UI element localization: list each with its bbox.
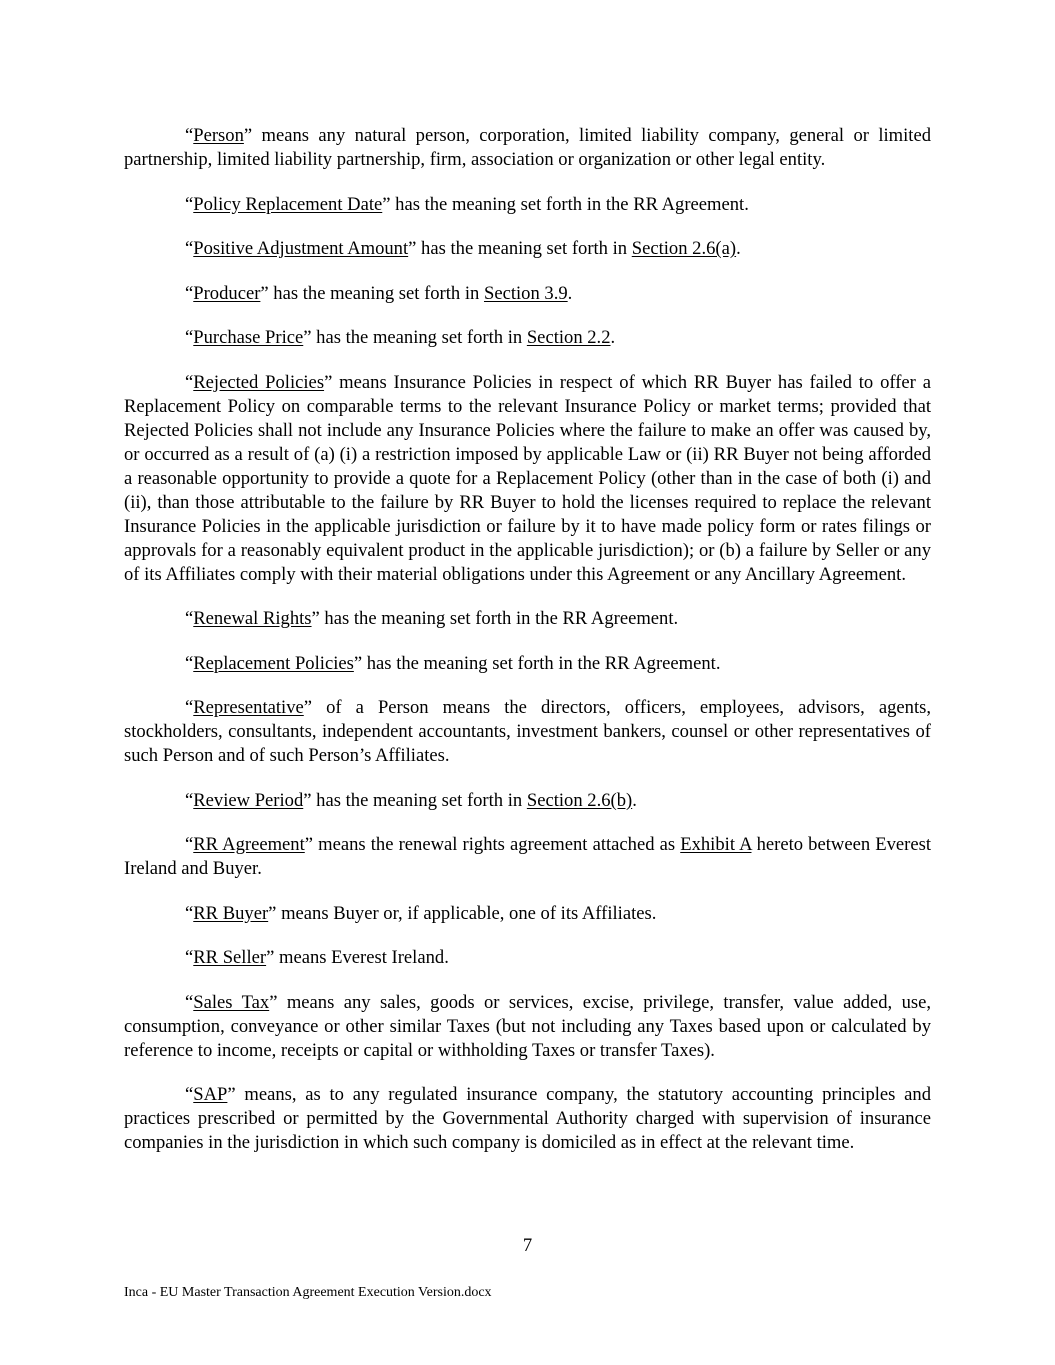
definition-text: ” has the meaning set forth in xyxy=(303,327,527,348)
definition-replacement-policies xyxy=(124,652,931,676)
definition-sap xyxy=(124,1083,931,1155)
definition-text: “ xyxy=(185,125,194,146)
definition-text: ” means the renewal rights agreement attached as xyxy=(304,834,681,855)
defined-term: Replacement Policies xyxy=(193,652,354,674)
definition-text: “ xyxy=(185,193,194,215)
definition-text: hereto between Everest Ireland and Buyer. xyxy=(124,834,931,879)
definition-text: ” has the meaning set forth in the RR Agreement. xyxy=(353,652,721,674)
definition-text: “ xyxy=(185,608,194,629)
definition-text: “ xyxy=(185,902,194,924)
defined-term: Exhibit A xyxy=(680,834,752,855)
definition-text: “ xyxy=(185,1084,194,1105)
definition-text: ” means any sales, goods or services, excise, privilege, transfer, value added, use, consumption, conveyance or other similar Taxes (but not including any Taxes based upon or calculated by reference to income, receipts or capital or withholding Taxes or transfer Taxes). xyxy=(124,991,932,1061)
definition-text: “ xyxy=(185,991,194,1013)
defined-term: Renewal Rights xyxy=(193,608,312,629)
definition-text: ” means Insurance Policies in respect of which RR Buyer has failed to offer a Replacement Policy on comparable terms to the relevant Insurance Policy or market terms; provided that Rejected Policies shall not include any Insurance Policies where the failure to make an offer was caused by, or occurred as a result of (a) (i) a restriction imposed by applicable Law or (ii) RR Buyer not being afforded a reasonable opportunity to provide a quote for a Replacement Policy (other than in the case of both (i) and (ii), than those attributable to the failure by RR Buyer to hold the licenses required to replace the relevant Insurance Policies in the applicable jurisdiction or failure by it to have made policy form or rates filings or approvals for a reasonably equivalent product in the applicable jurisdiction); or (b) a failure by Seller or any of its Affiliates comply with their material obligations under this Agreement or any Ancillary Agreement. xyxy=(124,371,931,585)
defined-term: Section 2.6(a) xyxy=(631,238,737,259)
definition-text: “ xyxy=(185,327,194,348)
definition-producer xyxy=(124,282,931,306)
definition-text: “ xyxy=(185,652,194,674)
definition-renewal-rights xyxy=(124,607,931,631)
page-number: 7 xyxy=(522,1235,533,1256)
defined-term: Person xyxy=(193,125,244,146)
defined-term: Section 2.6(b) xyxy=(526,789,633,811)
defined-term: Review Period xyxy=(193,789,304,811)
definition-representative xyxy=(124,696,931,768)
defined-term: Policy Replacement Date xyxy=(193,193,383,215)
definition-text: “ xyxy=(185,371,194,393)
definitions-list xyxy=(124,124,931,1176)
definition-review-period xyxy=(124,789,931,813)
definition-text: “ xyxy=(185,834,194,855)
definition-text: ” has the meaning set forth in xyxy=(408,238,632,259)
defined-term: Section 3.9 xyxy=(483,282,568,304)
definition-purchase-price xyxy=(124,326,931,350)
defined-term: Purchase Price xyxy=(193,327,304,348)
definition-text: “ xyxy=(185,697,194,718)
definition-text: ” has the meaning set forth in the RR Agreement. xyxy=(382,193,749,215)
definition-rr-seller xyxy=(124,946,931,970)
definition-text: “ xyxy=(185,947,194,968)
definition-rr-buyer xyxy=(124,902,931,926)
definition-person xyxy=(124,124,931,172)
defined-term: RR Buyer xyxy=(193,902,269,924)
definition-policy-replacement-date xyxy=(124,193,931,217)
definition-text: . xyxy=(610,327,616,348)
defined-term: SAP xyxy=(193,1084,228,1105)
definition-text: “ xyxy=(185,238,194,259)
definition-text: . xyxy=(632,789,637,811)
definition-text: “ xyxy=(185,282,194,304)
definition-text: ” means, as to any regulated insurance company, the statutory accounting principles and practices prescribed or permitted by the Governmental Authority charged with supervision of insurance companies in the jurisdiction in which such company is domiciled as in effect at the relevant time. xyxy=(124,1084,931,1153)
definition-sales-tax xyxy=(124,991,931,1063)
definition-text: ” means Everest Ireland. xyxy=(266,947,449,968)
definition-text: ” has the meaning set forth in the RR Agreement. xyxy=(311,608,679,629)
definition-text: ” has the meaning set forth in xyxy=(303,789,527,811)
defined-term: Section 2.2 xyxy=(526,327,611,348)
definition-text: . xyxy=(736,238,741,259)
document-footer: Inca - EU Master Transaction Agreement Execution Version.docx xyxy=(124,1285,492,1300)
defined-term: Sales Tax xyxy=(193,991,270,1013)
defined-term: Producer xyxy=(193,282,261,304)
definition-text: ” means Buyer or, if applicable, one of its Affiliates. xyxy=(268,902,657,924)
definition-text: ” of a Person means the directors, officers, employees, advisors, agents, stockholders, consultants, independent accountants, investment bankers, counsel or other representatives of such Person and of such Person’s Affiliates. xyxy=(124,697,931,766)
definition-text: ” has the meaning set forth in xyxy=(260,282,484,304)
definition-positive-adjustment-amount xyxy=(124,237,931,261)
definition-rejected-policies xyxy=(124,371,931,587)
defined-term: RR Seller xyxy=(193,947,267,968)
defined-term: RR Agreement xyxy=(193,834,305,855)
defined-term: Representative xyxy=(193,697,304,718)
defined-term: Positive Adjustment Amount xyxy=(193,238,409,259)
definition-text: ” means any natural person, corporation, limited liability company, general or limited partnership, limited liability partnership, firm, association or organization or other legal entity. xyxy=(124,125,931,170)
definition-text: “ xyxy=(185,789,194,811)
defined-term: Rejected Policies xyxy=(193,371,325,393)
definition-rr-agreement xyxy=(124,833,931,881)
definition-text: . xyxy=(567,282,573,304)
